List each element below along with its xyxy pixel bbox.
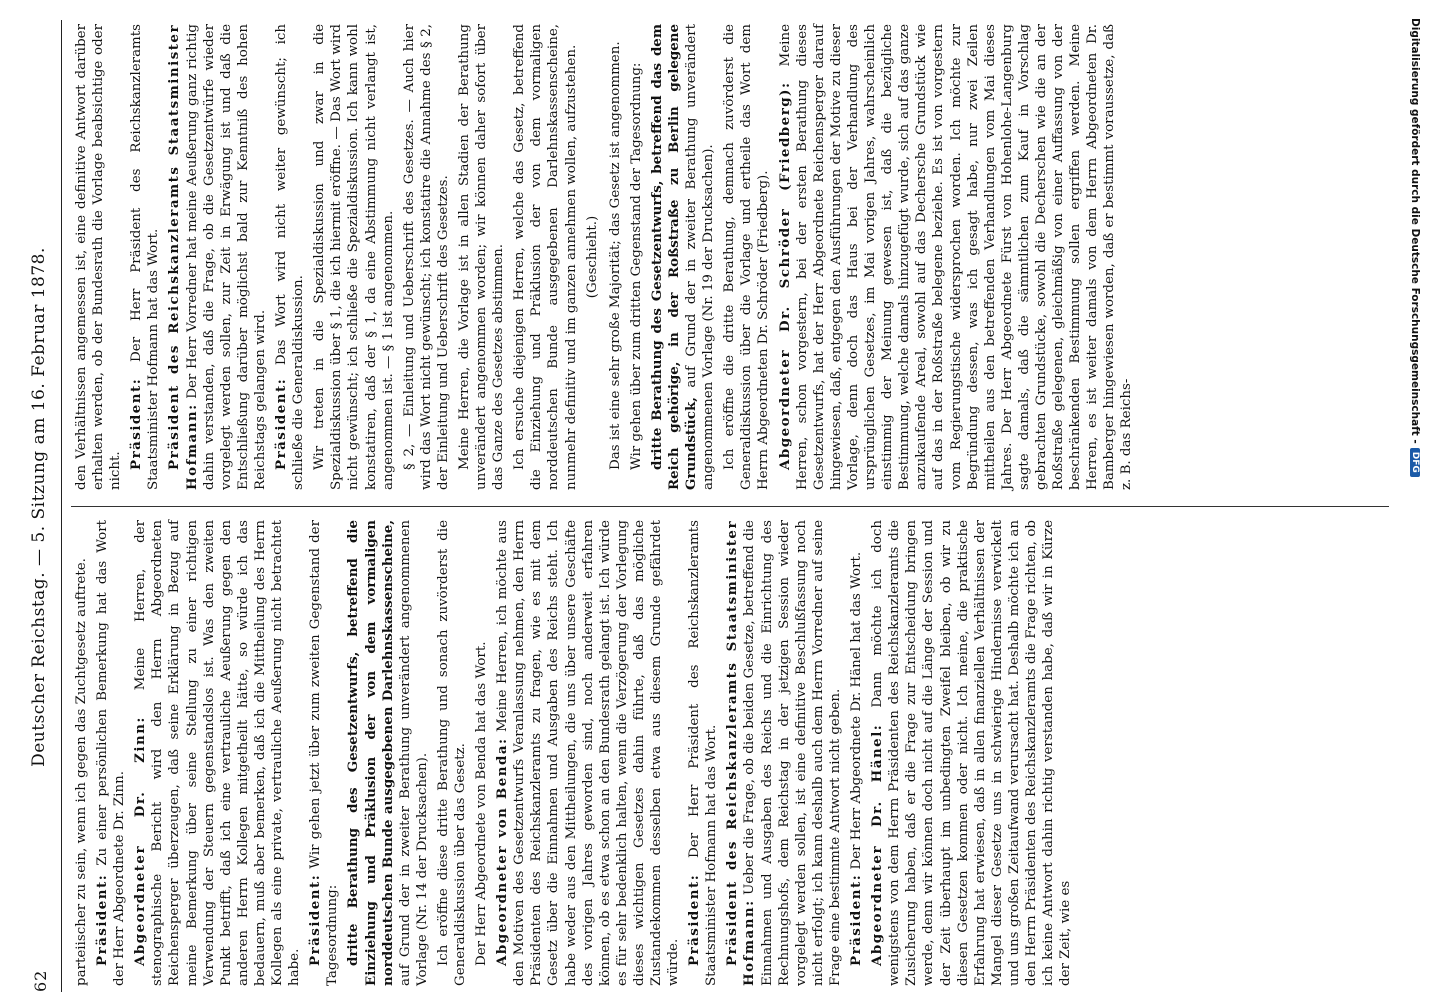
paragraph-text: Der Herr Präsident des Reichskanzleramts Staatsminister Hofmann hat das Wort. — [687, 519, 720, 986]
paragraph-text: Der Herr Präsident des Reichskanzleramts Staatsminister Hofmann hat das Wort. — [129, 23, 162, 490]
speaker-name: Abgeordneter Dr. Zinn: — [132, 716, 149, 966]
header-rule — [61, 20, 62, 992]
paragraph-text: Das ist eine sehr große Majorität; das Gesetz ist angenommen. — [607, 41, 623, 470]
paragraph — [435, 520, 469, 986]
paragraph-text: Dann möchte ich doch wenigstens von dem Herrn Präsidenten des Reichskanzleramts die Zusicherung haben, daß er die Frage zur Entscheidung bringen werde, denn wir können doch nicht auf die Länge der Session und der Zeit überhaupt im unbedingten Zweifel bleiben, ob wir zu diesen Gesetzen kommen oder nicht. Ich meine, die praktische Erfahrung hat erwiesen, daß in allen finanziellen Verhältnissen der Mangel dieser Gesetze uns in schwierige Hindernisse verwickelt und uns großen Zeitaufwand verursacht hat. Deshalb möchte ich an den Herrn Präsidenten des Reichskanzleramts die Frage richten, ob ich keine Antwort dahin richtig verstanden habe, daß wir in Kürze der Zeit, wie es — [870, 520, 1074, 986]
digitization-credit-text: Digitalisierung gefördert durch die Deutsche Forschungsgemeinschaft - — [1409, 18, 1421, 444]
speaker-name: Präsident: — [128, 377, 145, 470]
paragraph — [628, 24, 645, 490]
paragraph-text: Ich ersuche diejenigen Herren, welche das Gesetz, betreffend die Einziehung und Präklusion der von dem vormaligen norddeutschen Bunde ausgegebenen Darlehnskassenscheine, nunmehr definitiv und im ganzen annehmen wollen, aufzustehen. — [512, 24, 579, 490]
digitization-credit — [1409, 18, 1425, 998]
paragraph — [649, 24, 717, 490]
paragraph-text: Das Wort wird nicht weiter gewünscht; ich schließe die Generaldiskussion. — [274, 24, 307, 490]
paragraph — [777, 24, 1136, 490]
paragraph — [307, 520, 341, 986]
speaker-name: Präsident: — [848, 873, 865, 966]
paragraph — [848, 520, 865, 986]
page-header — [25, 22, 59, 992]
paragraph-text: Meine Herren, ich möchte aus den Motiven des Gesetzentwurfs Veranlassung nehmen, den Herrn Präsidenten des Reichskanzleramts zu fragen, wie es mit dem Gesetz über die Einnahmen und Ausgaben des Reichs steht. Ich habe weder aus den Mittheilungen, die uns über unsere Geschäfte des vorigen Jahres geworden sind, noch anderweit erfahren können, ob es etwa schon an den Bundesrath gelangt ist. Ich würde es für sehr bedenklich halten, wenn die Verzögerung der Vorlegung dieses wichtigen Gesetzes dahin führte, daß das mögliche Zustandekommen desselben etwa aus diesem Grunde gefährdet würde. — [495, 520, 682, 986]
column-divider — [71, 506, 1389, 507]
paragraph — [132, 520, 303, 986]
speaker-name: Abgeordneter von Benda: — [494, 737, 511, 966]
speaker-name: Präsident: — [686, 873, 703, 966]
speaker-name: Abgeordneter Dr. Schröder (Friedberg): — [776, 81, 793, 470]
paragraph-text: Ich eröffne die dritte Berathung, demnach zuvörderst die Generaldiskussion über die Vorlage und ertheile das Wort dem Herrn Abgeordneten Dr. Schröder (Friedberg). — [722, 24, 772, 490]
speaker-name: Abgeordneter Dr. Hänel: — [869, 723, 886, 966]
rotated-document-page — [15, 0, 1405, 1000]
paragraph — [311, 24, 396, 490]
right-column — [73, 24, 1140, 490]
paragraph — [166, 24, 269, 490]
paragraph — [273, 24, 307, 490]
paragraph-text: (Geschieht.) — [584, 215, 600, 299]
paragraph — [686, 520, 720, 986]
paragraph — [511, 24, 579, 490]
agenda-item-title: dritte Berathung des Gesetzentwurfs, betreffend die Einziehung und Präklusion der von dem vormaligen norddeutschen Bunde ausgegebenen Darlehnskassenscheine, — [345, 520, 396, 986]
paragraph-text: Der Herr Abgeordnete Dr. Hänel hat das Wort. — [849, 551, 865, 870]
page-number: 62 — [31, 969, 50, 992]
paragraph-text: § 2, — Einleitung und Ueberschrift des Gesetzes. — Auch hier wird das Wort nicht gewünscht; ich konstatire die Annahme des § 2, der Einleitung und Ueberschrift des Gesetzes. — [401, 24, 451, 490]
paragraph — [607, 24, 624, 490]
speaker-name: Präsident: — [307, 873, 324, 966]
paragraph-text: den Verhältnissen angemessen ist, eine definitive Antwort darüber erhalten werden, ob der Bundesrath die Vorlage beabsichtige oder nicht. — [74, 24, 124, 490]
paragraph-text: Meine Herren, schon vorgestern, bei der ersten Berathung dieses Gesetzentwurfs, hat der Herr Abgeordnete Reichensperger darauf hingewiesen, daß, entgegen den Ausführungen der Motive zu dieser Vorlage, denn doch das Haus bei der Verhandlung des ursprünglichen Gesetzes, im Mai vorigen Jahres, wahrscheinlich einstimmig der Meinung gewesen ist, daß die bezügliche Bestimmung, welche damals hinzugefügt wurde, sich auf das ganze anzukaufende Areal, sowohl auf das Dechersche Grundstück wie auf das in der Roßstraße belegene beziehe. Es ist von vorgestern vom Regierungstische widersprochen worden. Ich möchte zur Begründung dessen, was ich gesagt habe, nur zwei Zeilen mittheilen aus den betreffenden Verhandlungen vom Mai dieses Jahres. Der Herr Abgeordnete Fürst von Hohenlohe-Langenburg sagte damals, daß die sämmtlichen zum Kauf in Vorschlag gebrachten Grundstücke, sowohl die Decherschen wie die an der Roßstraße gelegenen, gleichmäßig von einer Auffassung von der beschränkenden Bestimmung sollen ergriffen werden. Meine Herren, es ist weiter damals von dem Herrn Abgeordneten Dr. Bamberger hingewiesen worden, daß er bestimmt voraussetze, daß z. B. das Reichs- — [777, 23, 1135, 490]
paragraph-text: Wir gehen jetzt über zum zweiten Gegenstand der Tagesordnung: — [308, 520, 341, 986]
paragraph — [345, 520, 430, 986]
paragraph-text: Ich eröffne diese dritte Berathung und sonach zuvörderst die Generaldiskussion über das Gesetz. — [435, 520, 468, 986]
left-column — [73, 520, 1078, 986]
paragraph — [721, 24, 772, 490]
paragraph-text: Ueber die Frage, ob die beiden Gesetze, betreffend die Einnahmen und Ausgaben des Reichs und die Einrichtung des Rechnungshofs, dem Reichstag in der jetzigen Session wieder vorgelegt werden sollen, ist eine definitive Beschlußfassung noch nicht erfolgt; ich kann deshalb auch dem Herrn Vorredner auf seine Frage eine bestimmte Antwort nicht geben. — [742, 520, 843, 986]
paragraph — [128, 24, 162, 490]
speaker-name: Präsident: — [273, 377, 290, 470]
dfg-logo: DFG — [1410, 448, 1420, 477]
paragraph — [584, 24, 601, 490]
paragraph-text: parteiischer zu sein, wenn ich gegen das Zuchtgesetz auftrete. — [74, 558, 89, 986]
paragraph-text: Meine Herren, die Vorlage ist in allen Stadien der Berathung unverändert angenommen worden; wir können daher sofort über das Ganze des Gesetzes abstimmen. — [456, 24, 507, 490]
paragraph — [724, 520, 844, 986]
paragraph-text: Der Herr Abgeordnete von Benda hat das Wort. — [474, 641, 490, 966]
paragraph — [94, 520, 128, 986]
speaker-name: Präsident des Reichskanzleramts Staatsminister Hofmann: — [166, 24, 200, 490]
paragraph-text: auf Grund der in zweiter Berathung unverändert angenommenen Vorlage (Nr. 14 der Drucksachen). — [397, 520, 430, 986]
paragraph-text: Wir treten in die Spezialdiskussion und zwar in die Spezialdiskussion über § 1, die ich hiermit eröffne. — Das Wort wird nicht gewünscht; ich schließe die Spezialdiskussion. Ich kann wohl konstatiren, daß der § 1, da eine Abstimmung nicht verlangt ist, angenommen ist. — § 1 ist angenommen. — [312, 24, 396, 490]
speaker-name: Präsident des Reichskanzleramts Staatsminister Hofmann: — [724, 520, 758, 986]
running-title: Deutscher Reichstag. — 5. Sitzung am 16. Februar 1878. — [29, 247, 49, 767]
paragraph-text: Zu einer persönlichen Bemerkung hat das Wort der Herr Abgeordnete Dr. Zinn. — [95, 520, 128, 986]
paragraph — [494, 520, 682, 986]
paragraph — [73, 520, 90, 986]
paragraph-text: Der Herr Vorredner hat meine Aeußerung ganz richtig dahin verstanden, daß die Frage, ob die Gesetzentwürfe wieder vorgelegt werden sollen, zur Zeit in Erwägung ist und daß die Entschließung darüber möglichst bald zur Kenntniß des hohen Reichstags gelangen wird. — [184, 24, 268, 490]
paragraph-text: auf Grund der in zweiter Berathung unverändert angenommenen Vorlage (Nr. 19 der Drucksachen). — [684, 24, 717, 490]
paragraph — [456, 24, 507, 490]
paragraph-text: Wir gehen über zum dritten Gegenstand der Tagesordnung: — [628, 62, 644, 470]
paragraph — [401, 24, 452, 490]
speaker-name: Präsident: — [94, 873, 111, 966]
paragraph — [473, 520, 490, 986]
paragraph — [73, 24, 124, 490]
paragraph — [869, 520, 1074, 986]
paragraph-text: Meine Herren, der stenographische Bericht wird den Herrn Abgeordneten Reichensperger überzeugen, daß seine Erklärung in Bezug auf meine Bemerkung über seine Stellung zu einer richtigen Verwendung der Steuern gegenstandslos ist. Was den zweiten Punkt betrifft, daß ich eine vertrauliche Aeußerung gegen den anderen Herrn Kollegen mitgetheilt hätte, so würde ich das bedauern, muß aber bemerken, daß ich die Mittheilung des Herrn Kollegen als eine private, vertrauliche Aeußerung nicht betrachtet habe. — [133, 520, 303, 986]
agenda-item-title: dritte Berathung des Gesetzentwurfs, betreffend das dem Reich gehörige, in der Roßstraße zu Berlin gelegene Grundstück, — [648, 24, 700, 490]
